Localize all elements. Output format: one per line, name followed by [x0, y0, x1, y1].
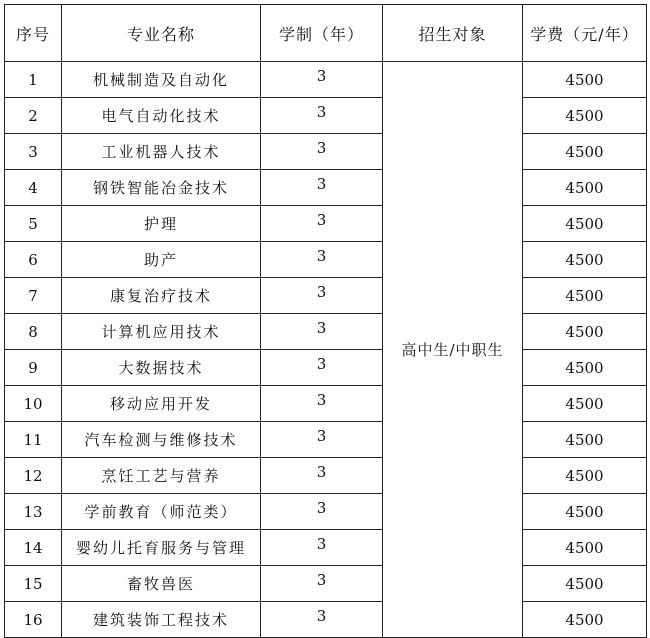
cell-years [261, 242, 383, 278]
cell-years-value: 3 [316, 246, 327, 265]
cell-no: 11 [5, 422, 62, 458]
cell-years [261, 386, 383, 422]
cell-years-value: 3 [316, 498, 327, 517]
cell-no: 6 [5, 242, 62, 278]
majors-table [4, 4, 647, 638]
cell-fee: 4500 [523, 206, 647, 242]
cell-no: 4 [5, 170, 62, 206]
cell-no: 1 [5, 62, 62, 98]
table-row [5, 494, 647, 530]
cell-no: 12 [5, 458, 62, 494]
cell-target-merged: 高中生/中职生 [383, 62, 523, 638]
cell-major-name: 学前教育（师范类） [62, 494, 261, 530]
cell-major-name: 护理 [62, 206, 261, 242]
cell-years-value: 3 [316, 462, 327, 481]
cell-years-value: 3 [316, 534, 327, 553]
cell-major-name: 计算机应用技术 [62, 314, 261, 350]
table-row [5, 278, 647, 314]
cell-no: 7 [5, 278, 62, 314]
cell-fee: 4500 [523, 566, 647, 602]
cell-fee: 4500 [523, 62, 647, 98]
cell-no: 16 [5, 602, 62, 638]
cell-years [261, 314, 383, 350]
cell-no: 13 [5, 494, 62, 530]
cell-years [261, 494, 383, 530]
table-row [5, 206, 647, 242]
cell-no: 10 [5, 386, 62, 422]
table-row [5, 134, 647, 170]
cell-no: 2 [5, 98, 62, 134]
header-no: 序号 [5, 5, 62, 62]
cell-years [261, 170, 383, 206]
cell-major-name: 康复治疗技术 [62, 278, 261, 314]
cell-fee: 4500 [523, 98, 647, 134]
cell-major-name: 助产 [62, 242, 261, 278]
cell-years [261, 566, 383, 602]
cell-major-name: 工业机器人技术 [62, 134, 261, 170]
cell-fee: 4500 [523, 278, 647, 314]
cell-years-value: 3 [316, 138, 327, 157]
cell-fee: 4500 [523, 458, 647, 494]
cell-fee: 4500 [523, 422, 647, 458]
header-fee: 学费（元/年） [523, 5, 647, 62]
cell-fee: 4500 [523, 530, 647, 566]
cell-years [261, 422, 383, 458]
cell-years-value: 3 [316, 606, 327, 625]
cell-fee: 4500 [523, 350, 647, 386]
table-row [5, 98, 647, 134]
cell-years-value: 3 [316, 174, 327, 193]
header-row [5, 5, 647, 62]
cell-years [261, 350, 383, 386]
table-row [5, 422, 647, 458]
table-row [5, 602, 647, 638]
cell-major-name: 大数据技术 [62, 350, 261, 386]
table-body [5, 62, 647, 638]
cell-no: 8 [5, 314, 62, 350]
cell-years-value: 3 [316, 390, 327, 409]
cell-years-value: 3 [316, 570, 327, 589]
cell-years-value: 3 [316, 318, 327, 337]
cell-fee: 4500 [523, 314, 647, 350]
cell-years-value: 3 [316, 210, 327, 229]
cell-fee: 4500 [523, 602, 647, 638]
header-years: 学制（年） [261, 5, 383, 62]
header-major-name: 专业名称 [62, 5, 261, 62]
table-row [5, 350, 647, 386]
cell-no: 9 [5, 350, 62, 386]
cell-years [261, 602, 383, 638]
cell-major-name: 婴幼儿托育服务与管理 [62, 530, 261, 566]
table-row [5, 458, 647, 494]
cell-fee: 4500 [523, 242, 647, 278]
table-row [5, 242, 647, 278]
cell-years [261, 530, 383, 566]
cell-major-name: 烹饪工艺与营养 [62, 458, 261, 494]
cell-years-value: 3 [316, 102, 327, 121]
table-row [5, 566, 647, 602]
cell-years [261, 206, 383, 242]
cell-no: 5 [5, 206, 62, 242]
table-header [5, 5, 647, 62]
header-target: 招生对象 [383, 5, 523, 62]
cell-years-value: 3 [316, 426, 327, 445]
cell-no: 3 [5, 134, 62, 170]
cell-years [261, 134, 383, 170]
cell-major-name: 机械制造及自动化 [62, 62, 261, 98]
cell-major-name: 畜牧兽医 [62, 566, 261, 602]
cell-no: 15 [5, 566, 62, 602]
cell-fee: 4500 [523, 134, 647, 170]
cell-years [261, 458, 383, 494]
cell-no: 14 [5, 530, 62, 566]
cell-major-name: 电气自动化技术 [62, 98, 261, 134]
cell-years [261, 278, 383, 314]
cell-fee: 4500 [523, 494, 647, 530]
cell-major-name: 建筑装饰工程技术 [62, 602, 261, 638]
cell-fee: 4500 [523, 170, 647, 206]
cell-years-value: 3 [316, 282, 327, 301]
cell-major-name: 移动应用开发 [62, 386, 261, 422]
table-row [5, 62, 647, 98]
cell-major-name: 钢铁智能冶金技术 [62, 170, 261, 206]
cell-years-value: 3 [316, 66, 327, 85]
cell-years [261, 98, 383, 134]
table-row [5, 170, 647, 206]
cell-years [261, 62, 383, 98]
cell-major-name: 汽车检测与维修技术 [62, 422, 261, 458]
cell-years-value: 3 [316, 354, 327, 373]
table-row [5, 530, 647, 566]
table-row [5, 314, 647, 350]
cell-fee: 4500 [523, 386, 647, 422]
table-row [5, 386, 647, 422]
